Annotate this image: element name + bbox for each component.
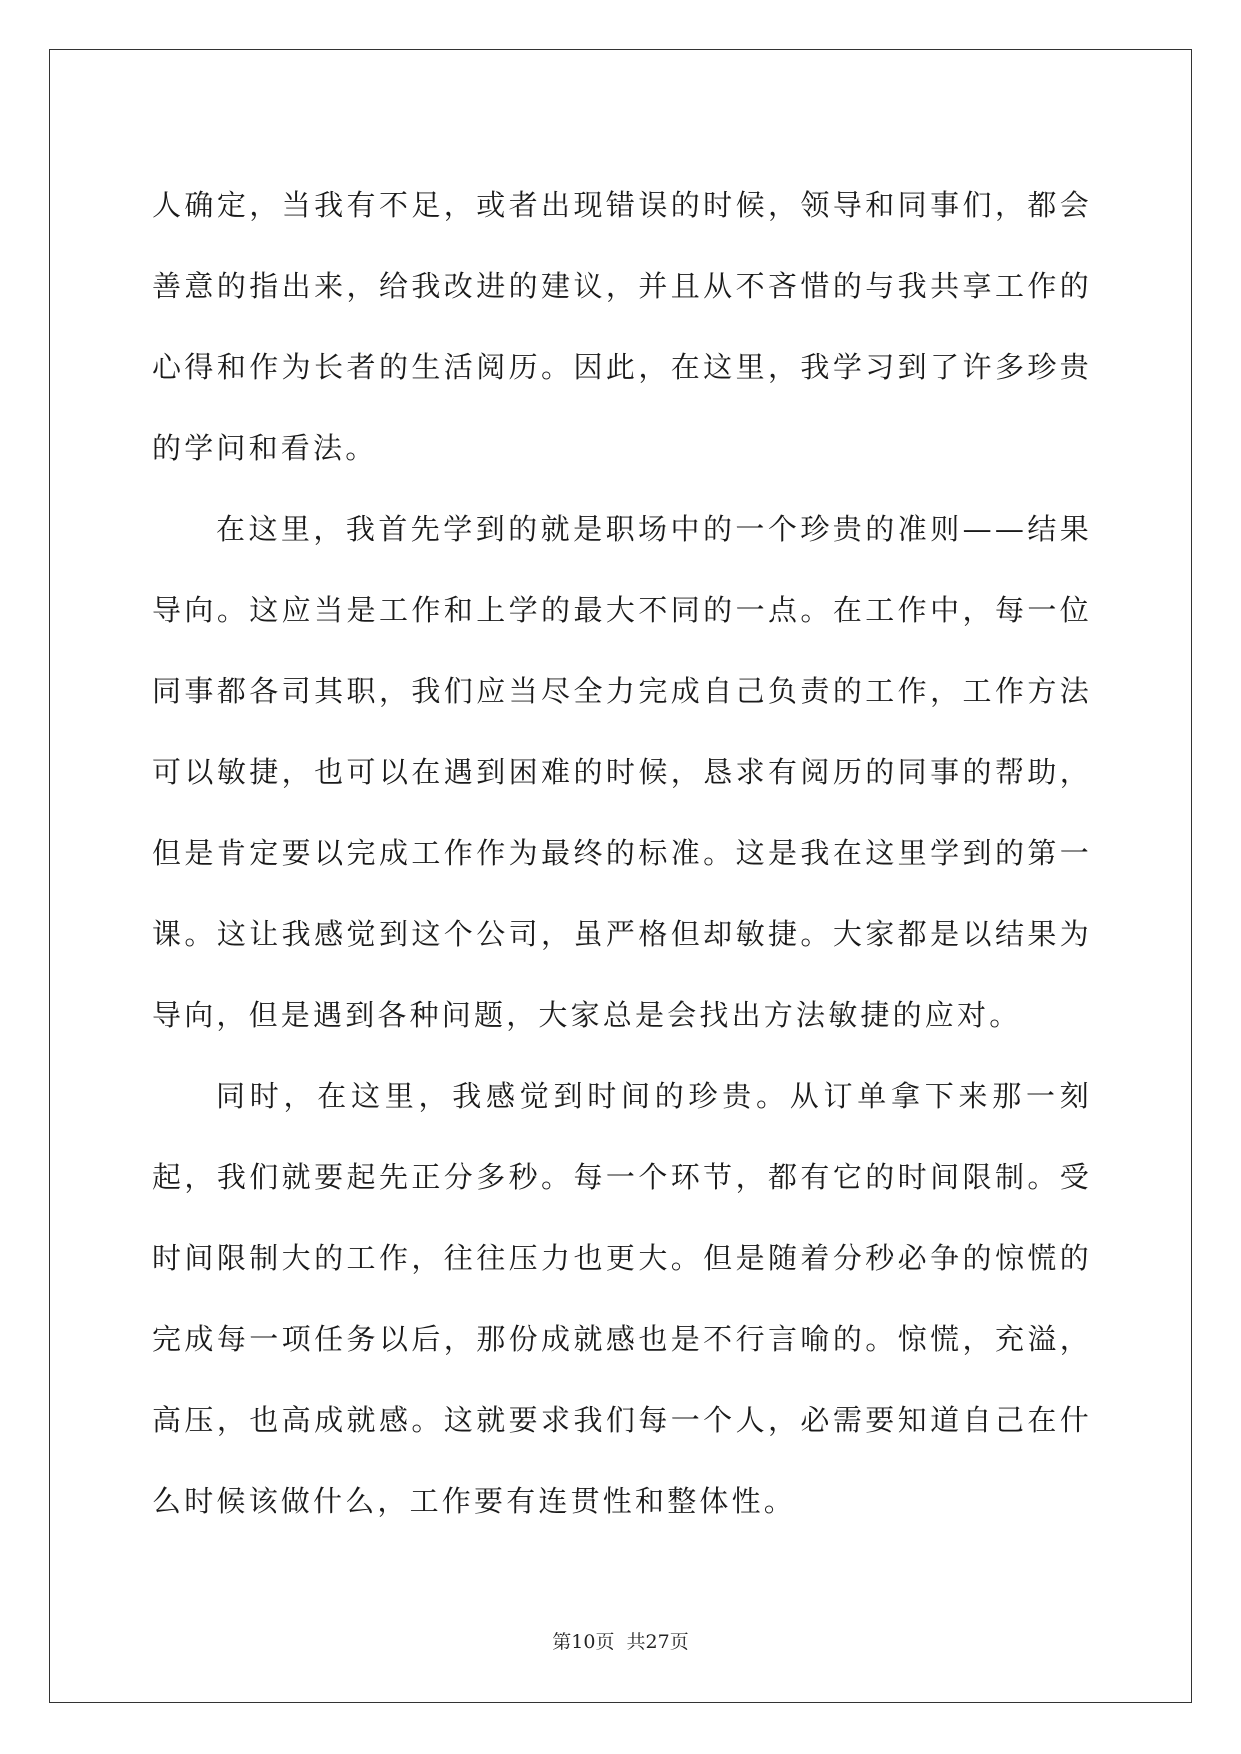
document-body [152, 165, 1092, 1542]
paragraph-1: 人确定，当我有不足，或者出现错误的时候，领导和同事们，都会善意的指出来，给我改进的建议，并且从不吝惜的与我共享工作的心得和作为长者的生活阅历。因此，在这里，我学习到了许多珍贵的学问和看法。 [152, 188, 1092, 465]
paragraph-3: 同时，在这里，我感觉到时间的珍贵。从订单拿下来那一刻起，我们就要起先正分多秒。每一个环节，都有它的时间限制。受时间限制大的工作，往往压力也更大。但是随着分秒必争的惊慌的完成每一项任务以后，那份成就感也是不行言喻的。惊慌，充溢，高压，也高成就感。这就要求我们每一个人，必需要知道自己在什么时候该做什么，工作要有连贯性和整体性。 [152, 1079, 1092, 1518]
paragraph-2: 在这里，我首先学到的就是职场中的一个珍贵的准则——结果导向。这应当是工作和上学的最大不同的一点。在工作中，每一位同事都各司其职，我们应当尽全力完成自己负责的工作，工作方法可以敏捷，也可以在遇到困难的时候，恳求有阅历的同事的帮助，但是肯定要以完成工作作为最终的标准。这是我在这里学到的第一课。这让我感觉到这个公司，虽严格但却敏捷。大家都是以结果为导向，但是遇到各种问题，大家总是会找出方法敏捷的应对。 [152, 512, 1092, 1032]
page-number: 第10页 [552, 1631, 615, 1653]
page-total: 共27页 [626, 1631, 689, 1653]
page-footer [0, 1627, 1241, 1654]
